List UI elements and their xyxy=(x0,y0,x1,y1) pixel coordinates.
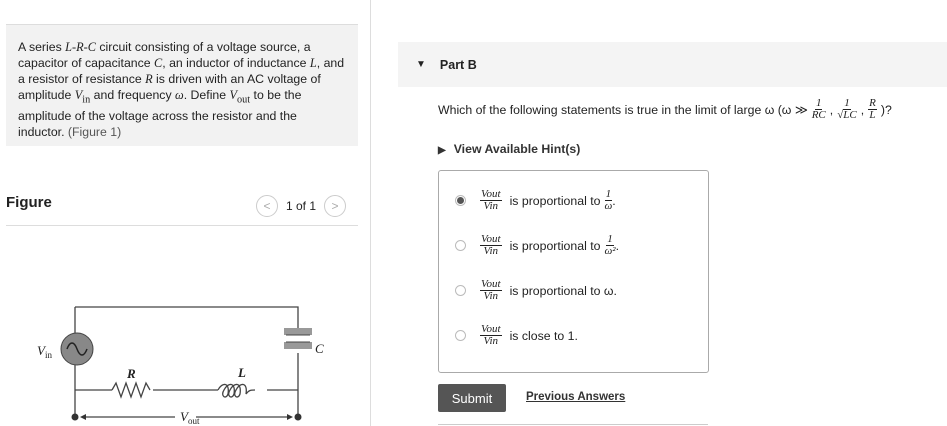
expand-triangle-icon: ▶ xyxy=(438,145,446,156)
period: . xyxy=(612,193,616,208)
figure-title: Figure xyxy=(6,194,52,211)
option-text: is proportional to xyxy=(509,238,601,253)
period: . xyxy=(615,238,619,253)
answer-option[interactable] xyxy=(455,279,617,302)
radio-button[interactable] xyxy=(455,285,466,296)
label-c: C xyxy=(315,341,324,356)
answer-options xyxy=(438,170,709,373)
radio-button[interactable] xyxy=(455,240,466,251)
option-text: is proportional to xyxy=(509,193,601,208)
answer-option[interactable] xyxy=(455,234,619,257)
label-vin: $V_{in}$ xyxy=(37,343,52,360)
figure-divider xyxy=(6,225,358,226)
submit-button[interactable]: Submit xyxy=(438,384,506,412)
answer-option[interactable] xyxy=(455,324,578,347)
view-hints-toggle[interactable]: ▶ View Available Hint(s) xyxy=(438,142,581,156)
problem-statement: A series L-R-C circuit consisting of a voltage source, a capacitor of capacitance C, an inductor of inductance L, and a resistor of resistance R is driven with an AC voltage of amplitude $V_{in}$ and frequency ω. Define $V_{out}$ to be the amplitude of the voltage across the resistor and the inductor. (Figure 1) xyxy=(6,24,358,146)
ratio-fraction: $\frac{\text{Vout}}{\text{Vin}}$ xyxy=(481,278,501,302)
option-fraction: $\frac{1}{\omega}$ xyxy=(604,188,613,212)
circuit-diagram xyxy=(0,295,370,426)
option-text: is close to 1. xyxy=(509,328,578,343)
question-text: Which of the following statements is true in the limit of large ω (ω ≫ $\frac{1}{RC}$ , $\frac{1}{√LC}$ , $\frac{R}{L}$ )? xyxy=(438,97,892,121)
resistor xyxy=(112,383,150,397)
ratio-fraction: $\frac{\text{Vout}}{\text{Vin}}$ xyxy=(481,188,501,212)
figure-pager xyxy=(256,195,346,217)
part-label: Part B xyxy=(439,57,477,72)
answer-option[interactable] xyxy=(455,189,616,212)
divider xyxy=(438,424,708,425)
page-indicator: 1 of 1 xyxy=(286,199,317,213)
inductor xyxy=(218,384,255,397)
previous-answers-link[interactable]: Previous Answers xyxy=(526,391,626,403)
capacitor xyxy=(284,328,312,349)
collapse-triangle-icon: ▼ xyxy=(416,59,426,70)
ratio-fraction: $\frac{\text{Vout}}{\text{Vin}}$ xyxy=(481,233,501,257)
radio-button[interactable] xyxy=(455,195,466,206)
ratio-fraction: $\frac{\text{Vout}}{\text{Vin}}$ xyxy=(481,323,501,347)
prev-figure-button[interactable]: < xyxy=(256,195,278,217)
option-fraction: $\frac{1}{\text{ω²}}$ xyxy=(604,233,616,257)
option-text: is proportional to ω. xyxy=(509,283,617,298)
next-figure-button[interactable]: > xyxy=(324,195,346,217)
figure-link[interactable]: (Figure 1) xyxy=(67,125,122,140)
label-l: L xyxy=(238,365,246,380)
part-b-header[interactable] xyxy=(398,42,947,87)
label-vout: $V_{out}$ xyxy=(180,409,200,426)
panel-divider xyxy=(370,0,371,426)
radio-button[interactable] xyxy=(455,330,466,341)
label-r: R xyxy=(127,366,136,381)
